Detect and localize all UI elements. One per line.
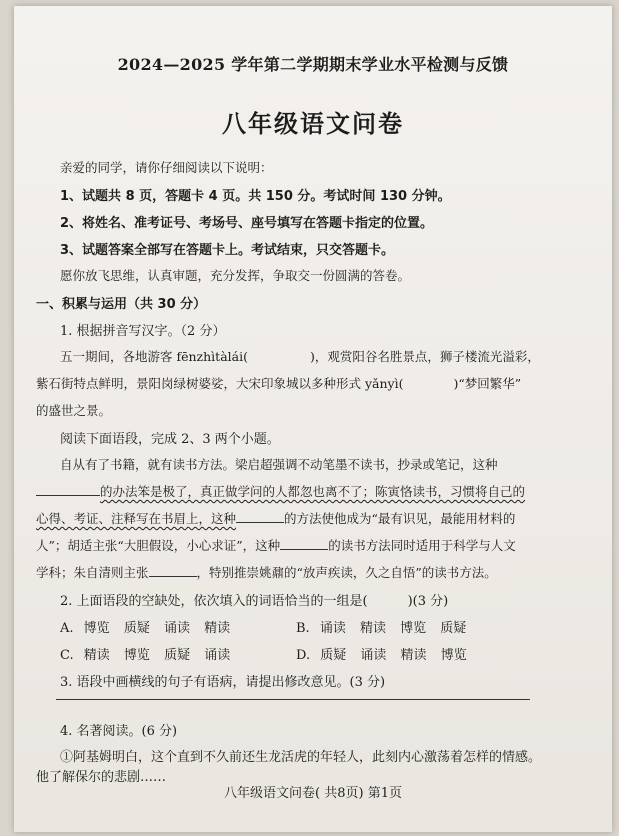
q1-text-d: )“梦回繁华” [453, 376, 522, 391]
q2-prompt-a: 2. 上面语段的空缺处，依次填入的词语恰当的一组是( [60, 594, 368, 609]
option-b-label: B. [296, 621, 310, 636]
passage-line-3 [36, 509, 515, 527]
passage-text-3a: 心得、考证、注释写在书眉上，这种 [36, 511, 237, 526]
q2-option-c [60, 644, 230, 663]
option-b-word-2: 精读 [359, 621, 386, 636]
section-heading: 一、积累与运用（共 30 分） [36, 297, 207, 312]
instruction-item-2: 2、将姓名、准考证号、考场号、座号填写在答题卡指定的位置。 [60, 216, 434, 231]
option-a-word-2: 质疑 [123, 621, 150, 636]
passage-text-2: 的办法笨是极了，真正做学问的人都忽也离不了；陈寅恪读书，习惯将自己的 [100, 484, 526, 499]
passage-text-4b: 的读书方法同时适用于科学与人文 [328, 538, 516, 553]
q1-text-c: 紫石街特点鲜明，景阳岗绿树婆娑，大宋印象城以多种形式 yǎnyì( [36, 376, 404, 391]
instruction-item-3: 3、试题答案全部写在答题卡上。考试结束，只交答题卡。 [60, 243, 395, 258]
q1-prompt: 1. 根据拼音写汉字。（2 分） [60, 324, 226, 339]
q1-line-1 [60, 347, 540, 365]
passage-blank-4 [149, 576, 197, 577]
page-footer: 八年级语文问卷( 共8页) 第1页 [224, 786, 402, 801]
option-a-word-1: 博览 [83, 621, 110, 636]
option-d-word-4: 博览 [440, 648, 467, 663]
passage-blank-2 [236, 522, 284, 523]
passage-line-2 [36, 482, 525, 500]
instructions-wish: 愿你放飞思维，认真审题，充分发挥，争取交一份圆满的答卷。 [60, 268, 411, 283]
option-d-label: D. [296, 648, 311, 663]
passage-blank-1 [36, 495, 100, 496]
option-a-label: A. [60, 621, 74, 636]
exam-paper [14, 6, 612, 832]
instruction-item-1: 1、试题共 8 页，答题卡 4 页。共 150 分。考试时间 130 分钟。 [60, 189, 451, 204]
option-b-word-3: 博览 [400, 621, 427, 636]
option-c-label: C. [60, 648, 74, 663]
option-b-word-4: 质疑 [440, 621, 467, 636]
q3-prompt: 3. 语段中画横线的句子有语病，请提出修改意见。(3 分) [60, 675, 386, 690]
exam-title: 2024—2025 学年第二学期期末学业水平检测与反馈 [117, 55, 509, 74]
option-a-word-3: 诵读 [163, 621, 190, 636]
option-d-word-2: 诵读 [360, 648, 387, 663]
q2-prompt [60, 590, 448, 609]
option-d-word-3: 精读 [400, 648, 427, 663]
option-d-word-1: 质疑 [320, 648, 347, 663]
q2-option-a [60, 617, 230, 636]
passage-text-5b: ，特别推崇姚鼐的“放声疾读，久之自悟”的读书方法。 [196, 565, 497, 580]
q1-text-b: )，观赏阳谷名胜景点，狮子楼流光溢彩， [309, 349, 540, 364]
passage-text-4a: 人”；胡适主张“大胆假设，小心求证”，这种 [36, 538, 281, 553]
q2-option-d [296, 644, 467, 663]
option-c-word-4: 诵读 [204, 648, 231, 663]
option-b-word-1: 诵读 [319, 621, 346, 636]
option-a-word-4: 精读 [204, 621, 231, 636]
passage-line-4 [36, 536, 516, 554]
q3-answer-line [56, 699, 530, 700]
q4-prompt: 4. 名著阅读。(6 分) [60, 724, 178, 739]
q1-text-a: 五一期间，各地游客 fēnzhìtàlái( [60, 349, 248, 364]
q1-line-3: 的盛世之景。 [36, 403, 112, 418]
passage-text-3b: 的方法使他成为“最有识见，最能用材料的 [284, 511, 516, 526]
passage-text-5a: 学科；朱自清则主张 [36, 565, 149, 580]
q4-line-1: ①阿基姆明白，这个直到不久前还生龙活虎的年轻人，此刻内心激荡着怎样的情感。 [60, 750, 542, 765]
instructions-greeting: 亲爱的同学，请你仔细阅读以下说明： [60, 160, 273, 175]
option-c-word-2: 博览 [123, 648, 150, 663]
passage-line-1: 自从有了书籍，就有读书方法。梁启超强调不动笔墨不读书，抄录或笔记，这种 [60, 457, 498, 472]
option-c-word-1: 精读 [83, 648, 110, 663]
passage-blank-3 [280, 549, 328, 550]
paper-title: 八年级语文问卷 [222, 109, 404, 138]
q2-option-b [296, 617, 466, 636]
option-c-word-3: 质疑 [164, 648, 191, 663]
q1-line-2 [36, 374, 521, 392]
q4-line-2: 他了解保尔的悲剧…… [36, 770, 167, 785]
reading-intro: 阅读下面语段，完成 2、3 两个小题。 [60, 432, 280, 447]
q2-prompt-b: )(3 分) [407, 594, 449, 609]
passage-line-5 [36, 563, 497, 581]
